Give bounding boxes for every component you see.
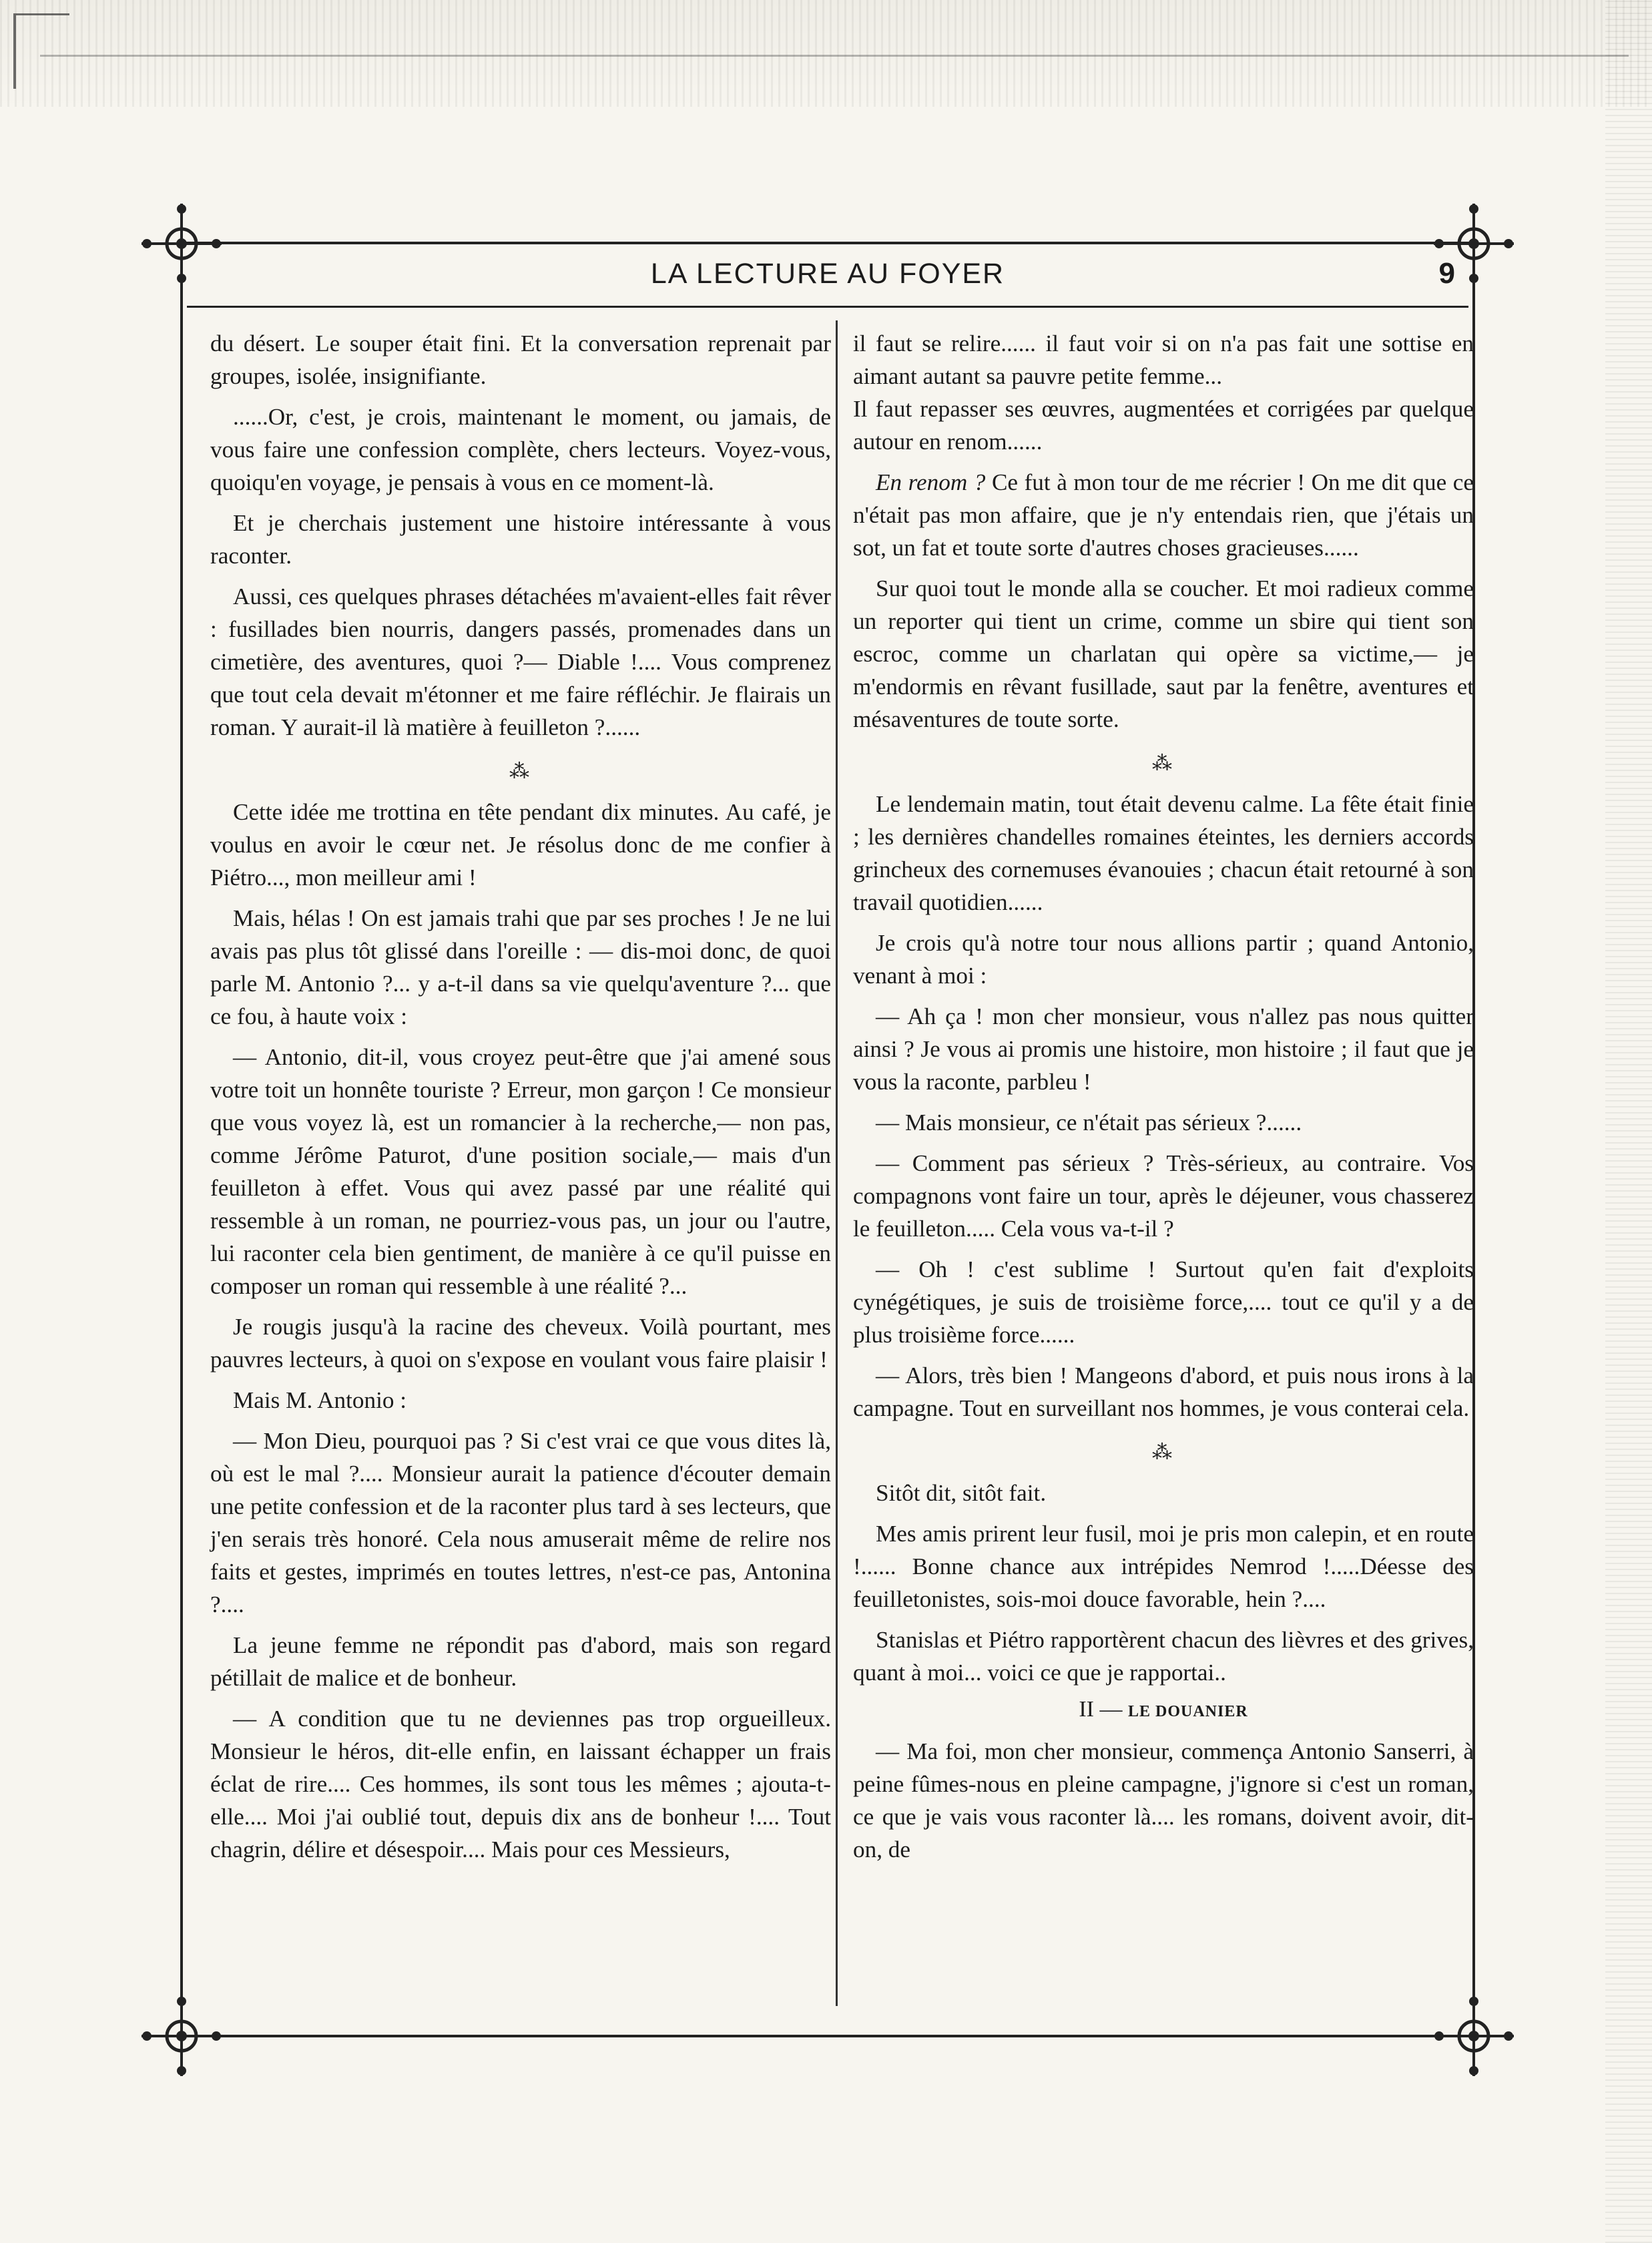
frame-left-rule: [180, 242, 183, 2037]
paragraph: Je crois qu'à notre tour nous allions partir ; quand Antonio, venant à moi :: [853, 930, 1474, 989]
section-heading: [853, 1693, 1474, 1728]
page-number: 9: [1438, 257, 1455, 290]
paragraph-text: Ce fut à mon tour de me récrier ! On me dit que ce n'était pas mon affaire, que je n'y entendais rien, que j'étais un sot, un fat et toute sorte d'autres choses gracieuses......: [853, 469, 1474, 561]
paragraph: Cette idée me trottina en tête pendant dix minutes. Au café, je voulus en avoir le cœur net. Je résolus donc de me confier à Piétro..., mon meilleur ami !: [210, 799, 831, 891]
paragraph: — Ah ça ! mon cher monsieur, vous n'allez pas nous quitter ainsi ? Je vous ai promis une histoire, mon histoire ; il faut que je vous la raconte, parbleu !: [853, 1003, 1474, 1095]
paragraph-with-italic-lead: [853, 466, 1474, 564]
paragraph: il faut se relire...... il faut voir si on n'a pas fait une sottise en aimant autant sa pauvre petite femme...: [853, 330, 1474, 389]
scan-noise-right: [1605, 0, 1652, 2243]
paragraph: Mais, hélas ! On est jamais trahi que par ses proches ! Je ne lui avais pas plus tôt glissé dans l'oreille : — dis-moi donc, de quoi parle M. Antonio ?... y a-t-il dans sa vie quelqu'aventure ?... que ce fou, à haute voix :: [210, 905, 831, 1029]
corner-ornament-bottom-right: [1434, 1996, 1514, 2076]
paragraph: — Comment pas sérieux ? Très-sérieux, au contraire. Vos compagnons vont faire un tour, après le déjeuner, vous chasserez le feuilleton..... Cela vous va-t-il ?: [853, 1150, 1474, 1242]
corner-ornament-bottom-left: [142, 1996, 222, 2076]
paragraph: Mais M. Antonio :: [233, 1387, 407, 1413]
paragraph: — Mais monsieur, ce n'était pas sérieux ?......: [876, 1109, 1302, 1136]
paragraph: — Ma foi, mon cher monsieur, commença Antonio Sanserri, à peine fûmes-nous en pleine campagne, j'ignore si c'est un roman, ce que je vais vous raconter là.... les romans, doivent avoir, dit-on, de: [853, 1738, 1474, 1862]
left-column: [210, 327, 831, 1866]
paragraph: — A condition que tu ne deviennes pas trop orgueilleux. Monsieur le héros, dit-elle enfin, en laissant échapper un frais éclat de rire.... Ces hommes, ils sont tous les mêmes ; ajouta-t-elle.... Moi j'ai oublié tout, depuis dix ans de bonheur !.... Tout chagrin, délire et désespoir.... Mais pour ces Messieurs,: [210, 1706, 831, 1862]
section-title: LE DOUANIER: [1127, 1703, 1248, 1720]
paragraph: Et je cherchais justement une histoire intéressante à vous raconter.: [210, 510, 831, 569]
scan-edge-line: [40, 55, 1629, 57]
paragraph: La jeune femme ne répondit pas d'abord, mais son regard pétillait de malice et de bonheur.: [210, 1632, 831, 1691]
frame-top-rule: [180, 242, 1475, 244]
paragraph: Je rougis jusqu'à la racine des cheveux. Voilà pourtant, mes pauvres lecteurs, à quoi on s'expose en voulant vous faire plaisir !: [210, 1314, 831, 1373]
frame-bottom-rule: [180, 2035, 1475, 2037]
paragraph: — Alors, très bien ! Mangeons d'abord, et puis nous irons à la campagne. Tout en surveillant nos hommes, je vous conterai cela.: [853, 1362, 1474, 1421]
asterism-separator: ⁂: [1152, 1441, 1175, 1463]
paragraph: Aussi, ces quelques phrases détachées m'avaient-elles fait rêver : fusillades bien nourris, dangers passés, promenades dans un cimetière, des aventures, quoi ?— Diable !.... Vous comprenez que tout cela devait m'étonner et me faire réfléchir. Je flairais un roman. Y aurait-il là matière à feuilleton ?......: [210, 583, 831, 740]
running-header: [187, 254, 1468, 300]
italic-phrase: En renom ?: [876, 469, 986, 495]
asterism-separator: ⁂: [509, 760, 532, 782]
paragraph: — Antonio, dit-il, vous croyez peut-être que j'ai amené sous votre toit un honnête touriste ? Erreur, mon garçon ! Ce monsieur que vous voyez là, est un romancier à la recherche,— non pas, comme Jérôme Paturot, d'une position sociale,— mais d'un feuilleton à effet. Vous qui avez passé par une réalité qui ressemble à un roman, ne pourriez-vous pas, un jour ou l'autre, lui raconter cela bien gentiment, de manière à ce qu'il puisse en composer un roman qui ressemble à une réalité ?...: [210, 1044, 831, 1299]
scan-noise-top: [0, 0, 1652, 107]
publication-title: LA LECTURE AU FOYER: [650, 258, 1005, 290]
paragraph: Il faut repasser ses œuvres, augmentées et corrigées par quelque autour en renom......: [853, 396, 1474, 455]
paragraph: Sitôt dit, sitôt fait.: [876, 1480, 1047, 1506]
paragraph: Stanislas et Piétro rapportèrent chacun des lièvres et des grives, quant à moi... voici ce que je rapportai..: [853, 1627, 1474, 1686]
column-divider: [836, 320, 838, 2006]
paragraph: — Mon Dieu, pourquoi pas ? Si c'est vrai ce que vous dites là, où est le mal ?.... Monsieur aurait la patience d'écouter demain une petite confession et de la raconter plus tard à ses lecteurs, que j'en serais très honoré. Cela nous amuserait même de relire nos faits et gestes, imprimés en toutes lettres, n'est-ce pas, Antonina ?....: [210, 1428, 831, 1617]
paragraph: Le lendemain matin, tout était devenu calme. La fête était finie ; les dernières chandelles romaines éteintes, les derniers accords grincheux des cornemuses évanouies ; chacun était retourné à son travail quotidien......: [853, 791, 1474, 915]
paragraph: Sur quoi tout le monde alla se coucher. Et moi radieux comme un reporter qui tient un crime, comme un sbire qui tient son escroc, comme un charlatan qui opère sa victime,— je m'endormis en rêvant fusillade, saut par la fenêtre, aventures et mésaventures de toute sorte.: [853, 575, 1474, 732]
paragraph: — Oh ! c'est sublime ! Surtout qu'en fait d'exploits cynégétiques, je suis de troisième force,.... tout ce qu'il y a de plus troisième force......: [853, 1256, 1474, 1348]
paragraph: du désert. Le souper était fini. Et la conversation reprenait par groupes, isolée, insignifiante.: [210, 330, 831, 389]
paragraph: ......Or, c'est, je crois, maintenant le moment, ou jamais, de vous faire une confession complète, chers lecteurs. Voyez-vous, quoiqu'en voyage, je pensais à vous en ce moment-là.: [210, 404, 831, 495]
section-number: II —: [1079, 1697, 1123, 1722]
right-column: [853, 327, 1474, 1866]
paragraph: Mes amis prirent leur fusil, moi je pris mon calepin, et en route !...... Bonne chance aux intrépides Nemrod !.....Déesse des feuilletonistes, sois-moi douce favorable, hein ?....: [853, 1521, 1474, 1612]
asterism-separator: ⁂: [1152, 752, 1175, 774]
scan-corner-mark: [13, 13, 69, 89]
header-rule: [187, 306, 1468, 308]
